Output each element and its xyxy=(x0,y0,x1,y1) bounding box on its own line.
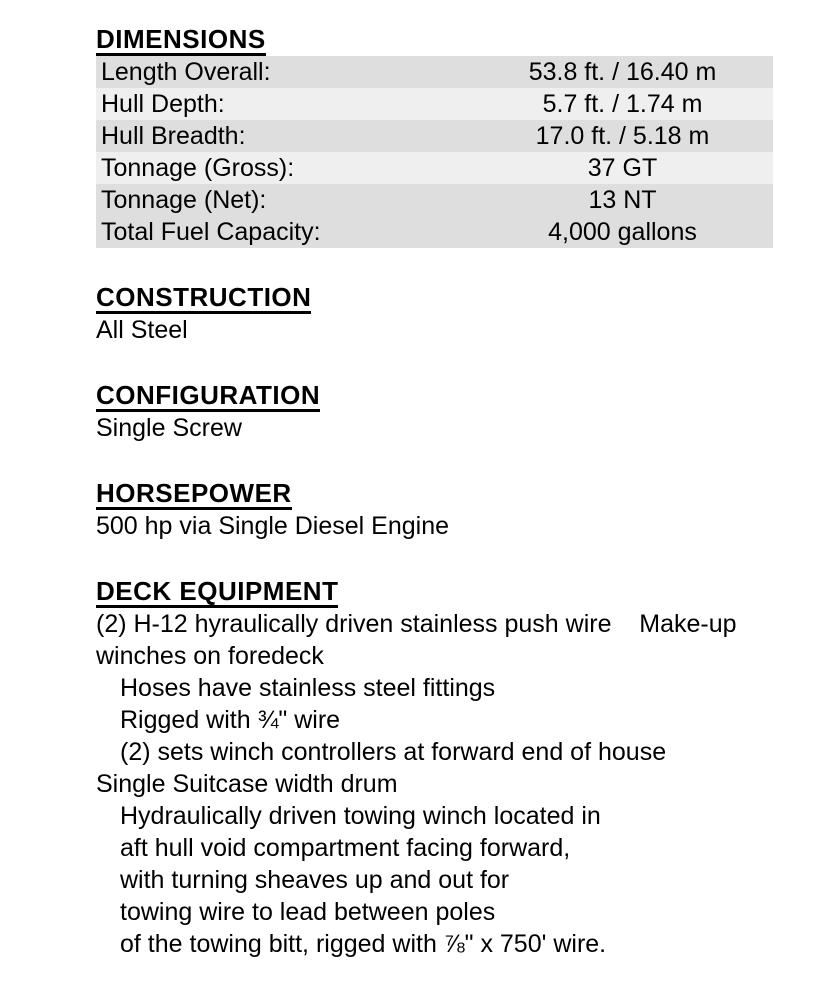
table-row xyxy=(96,56,773,88)
section-horsepower xyxy=(96,480,773,542)
table-row xyxy=(96,120,773,152)
section-dimensions xyxy=(96,26,773,248)
deck-equipment-line: winches on foredeck xyxy=(96,642,324,670)
table-row xyxy=(96,216,773,248)
section-configuration xyxy=(96,382,773,444)
row-label: Length Overall: xyxy=(101,58,271,86)
row-value: 4,000 gallons xyxy=(548,218,697,246)
row-value: 13 NT xyxy=(588,186,657,214)
row-label: Hull Breadth: xyxy=(101,122,246,150)
deck-equipment-line: aft hull void compartment facing forward, xyxy=(120,834,571,862)
table-row xyxy=(96,88,773,120)
deck-equipment-heading: DECK EQUIPMENT xyxy=(96,576,339,606)
construction-heading: CONSTRUCTION xyxy=(96,282,312,312)
row-value: 53.8 ft. / 16.40 m xyxy=(528,58,717,86)
table-row xyxy=(96,184,773,216)
deck-equipment-line: of the towing bitt, rigged with ⅞" x 750' wire. xyxy=(120,930,607,958)
section-construction xyxy=(96,284,773,346)
deck-equipment-line: Hoses have stainless steel fittings xyxy=(120,674,496,702)
row-label: Hull Depth: xyxy=(101,90,225,118)
table-row xyxy=(96,152,773,184)
deck-equipment-line: Rigged with ¾" wire xyxy=(120,706,341,734)
construction-text: All Steel xyxy=(96,316,188,344)
horsepower-heading: HORSEPOWER xyxy=(96,478,292,508)
configuration-heading: CONFIGURATION xyxy=(96,380,321,410)
row-label: Tonnage (Net): xyxy=(101,186,267,214)
deck-equipment-line: (2) H-12 hyraulically driven stainless push wire Make-up xyxy=(96,610,737,638)
deck-equipment-line: Hydraulically driven towing winch located in xyxy=(120,802,601,830)
deck-equipment-line: towing wire to lead between poles xyxy=(120,898,496,926)
row-value: 5.7 ft. / 1.74 m xyxy=(542,90,703,118)
deck-equipment-line: Single Suitcase width drum xyxy=(96,770,398,798)
deck-equipment-line: (2) sets winch controllers at forward end of house xyxy=(120,738,667,766)
section-deck-equipment xyxy=(96,578,773,960)
deck-equipment-line: with turning sheaves up and out for xyxy=(120,866,510,894)
dimensions-heading: DIMENSIONS xyxy=(96,24,266,54)
row-value: 17.0 ft. / 5.18 m xyxy=(535,122,710,150)
dimensions-table xyxy=(96,56,773,248)
configuration-text: Single Screw xyxy=(96,414,242,442)
horsepower-text: 500 hp via Single Diesel Engine xyxy=(96,512,450,540)
row-label: Tonnage (Gross): xyxy=(101,154,295,182)
row-label: Total Fuel Capacity: xyxy=(101,218,321,246)
row-value: 37 GT xyxy=(587,154,658,182)
